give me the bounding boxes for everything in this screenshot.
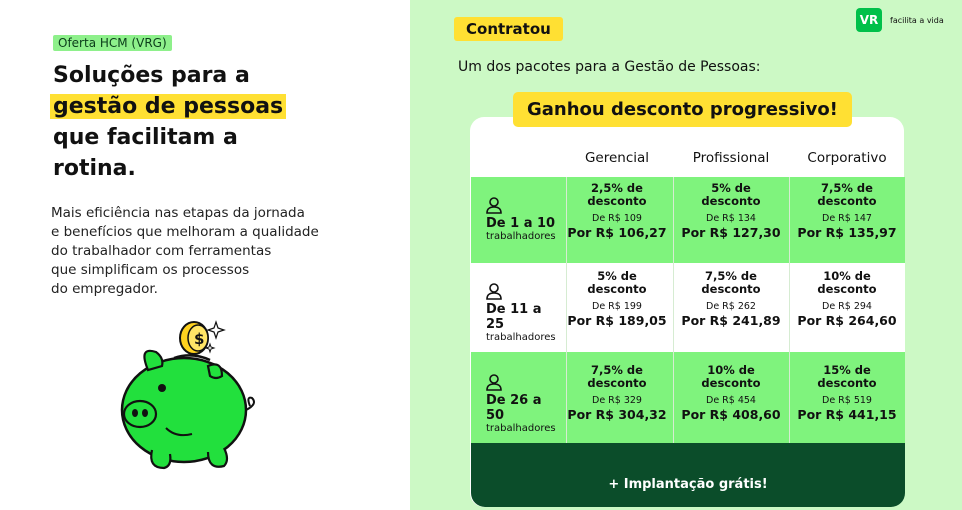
original-price: De R$ 519 <box>822 395 872 406</box>
vr-logo-icon: VR <box>856 8 882 32</box>
piggy-bank-icon <box>112 318 262 478</box>
headline <box>53 60 373 184</box>
original-price: De R$ 262 <box>706 301 756 312</box>
svg-text:$: $ <box>194 330 205 348</box>
original-price: De R$ 109 <box>592 213 642 224</box>
column-header-profissional: Profissional <box>692 150 770 166</box>
logo <box>856 8 944 32</box>
discounted-price: Por R$ 408,60 <box>681 407 781 422</box>
contratou-badge: Contratou <box>454 17 563 41</box>
person-icon <box>486 283 502 300</box>
description-line: do trabalhador com ferramentas <box>51 243 272 259</box>
column-header-gerencial: Gerencial <box>584 150 650 166</box>
headline-highlight: gestão de pessoas <box>50 94 286 119</box>
price-cell <box>559 270 675 328</box>
discount-text: 10% de desconto <box>701 363 761 390</box>
discounted-price: Por R$ 135,97 <box>797 225 897 240</box>
description-line: que simplificam os processos <box>51 262 250 278</box>
discount-text: 7,5% de desconto <box>817 181 877 208</box>
row-range: De 1 a 10 <box>486 216 556 231</box>
person-icon <box>486 374 502 391</box>
implantation-text: + Implantação grátis! <box>608 477 768 492</box>
price-cell <box>559 182 675 240</box>
price-cell <box>673 270 789 328</box>
coin-icon <box>180 322 208 354</box>
original-price: De R$ 294 <box>822 301 872 312</box>
price-cell <box>789 182 905 240</box>
discount-text: 2,5% de desconto <box>587 181 647 208</box>
headline-line-3: que facilitam a <box>53 125 238 150</box>
description-line: do empregador. <box>51 281 158 297</box>
discounted-price: Por R$ 241,89 <box>681 313 781 328</box>
original-price: De R$ 329 <box>592 395 642 406</box>
discount-text: 15% de desconto <box>817 363 877 390</box>
description-line: Mais eficiência nas etapas da jornada <box>51 205 305 221</box>
headline-line-4: rotina. <box>53 156 136 181</box>
description <box>51 204 361 299</box>
price-cell <box>789 364 905 422</box>
subtitle: Um dos pacotes para a Gestão de Pessoas: <box>458 59 761 75</box>
row-label <box>486 197 564 242</box>
price-cell <box>559 364 675 422</box>
discount-text: 10% de desconto <box>817 269 877 296</box>
discounted-price: Por R$ 264,60 <box>797 313 897 328</box>
price-cell <box>673 364 789 422</box>
discounted-price: Por R$ 127,30 <box>681 225 781 240</box>
logo-tagline: facilita a vida <box>890 15 944 25</box>
discount-text: 5% de desconto <box>587 269 647 296</box>
discount-text: 7,5% de desconto <box>701 269 761 296</box>
price-cell <box>673 182 789 240</box>
left-panel <box>0 0 410 510</box>
row-label <box>486 283 564 343</box>
headline-line-1: Soluções para a <box>53 63 250 88</box>
original-price: De R$ 134 <box>706 213 756 224</box>
discounted-price: Por R$ 189,05 <box>567 313 667 328</box>
implantation-footer <box>471 443 905 507</box>
discounted-price: Por R$ 304,32 <box>567 407 667 422</box>
person-icon <box>486 197 502 214</box>
row-label <box>486 374 564 434</box>
row-range: De 26 a 50 <box>486 393 542 423</box>
discounted-price: Por R$ 441,15 <box>797 407 897 422</box>
discount-text: 5% de desconto <box>701 181 761 208</box>
original-price: De R$ 199 <box>592 301 642 312</box>
original-price: De R$ 454 <box>706 395 756 406</box>
row-unit: trabalhadores <box>486 231 556 242</box>
offer-tag: Oferta HCM (VRG) <box>53 35 172 51</box>
column-header-corporativo: Corporativo <box>807 150 887 166</box>
discount-text: 7,5% de desconto <box>587 363 647 390</box>
row-range: De 11 a 25 <box>486 302 542 332</box>
description-line: e benefícios que melhoram a qualidade <box>51 224 319 240</box>
row-unit: trabalhadores <box>486 423 556 434</box>
row-unit: trabalhadores <box>486 332 556 343</box>
original-price: De R$ 147 <box>822 213 872 224</box>
discounted-price: Por R$ 106,27 <box>567 225 667 240</box>
discount-banner: Ganhou desconto progressivo! <box>513 92 852 127</box>
price-cell <box>789 270 905 328</box>
